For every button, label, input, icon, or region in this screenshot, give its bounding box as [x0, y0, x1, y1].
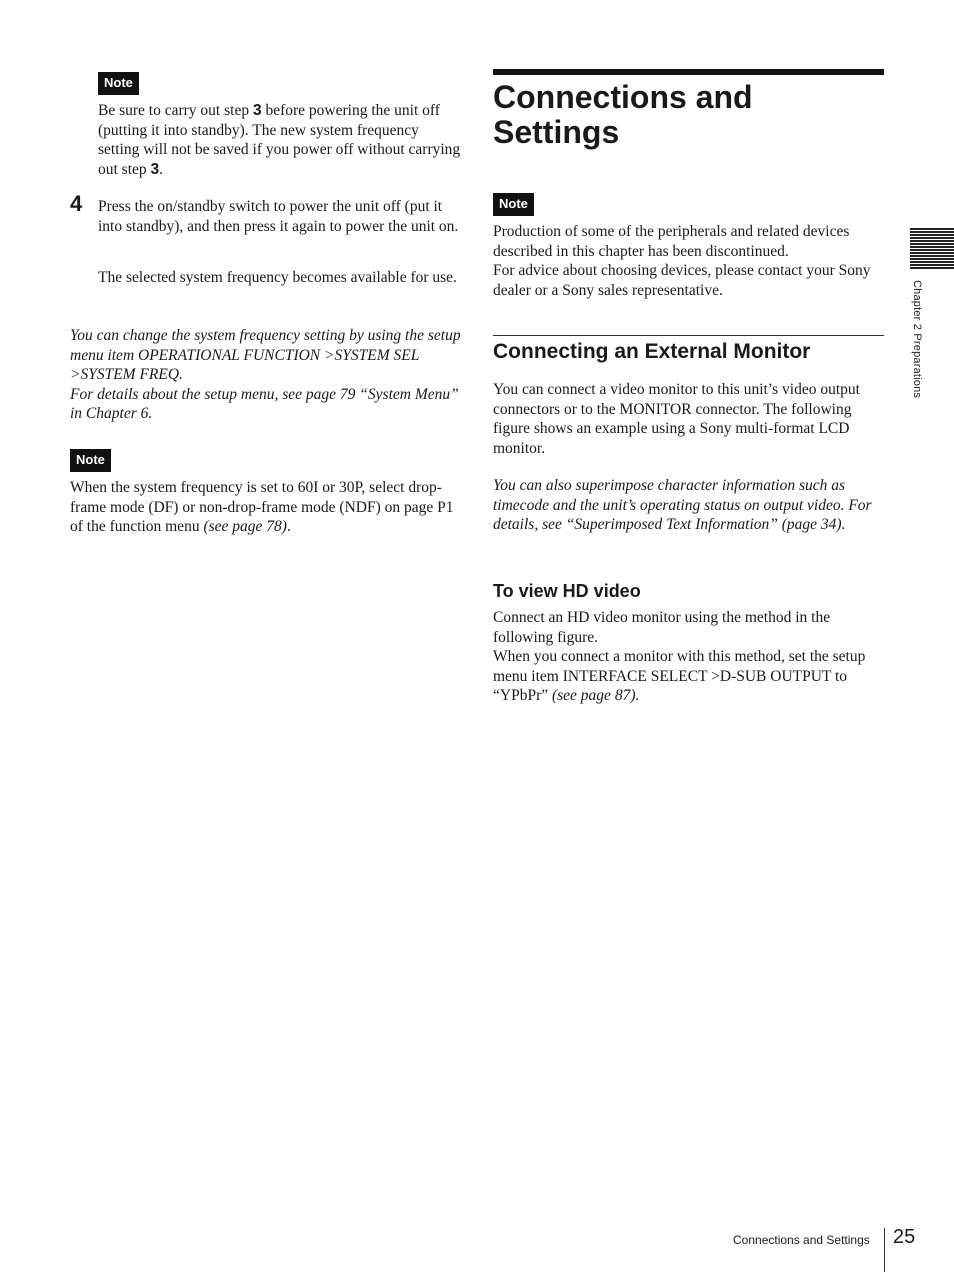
- section-heading: Connecting an External Monitor: [493, 340, 811, 363]
- sub-paragraph: [493, 608, 884, 706]
- title-rule: [493, 69, 884, 75]
- page-reference: (see page 78): [203, 518, 287, 535]
- sub-text: When you connect a monitor with this method, set the setup menu item INTERFACE SELECT >D-SUB OUTPUT to “YPbPr”: [493, 648, 866, 704]
- note-text-part: .: [159, 160, 164, 178]
- step-result: The selected system frequency becomes available for use.: [98, 269, 457, 286]
- page-title: Connections and Settings: [493, 79, 753, 150]
- section-rule: [493, 335, 884, 336]
- step-text: Press the on/standby switch to power the unit off (put it into standby), and then press it again to power the unit on.: [98, 198, 459, 235]
- page-reference: (see page 87).: [551, 687, 640, 704]
- footer-divider: [884, 1228, 885, 1272]
- sub-heading: To view HD video: [493, 581, 641, 601]
- note-line: Production of some of the peripherals and related devices described in this chapter has been discontinued.: [493, 223, 850, 260]
- italic-paragraph: [70, 326, 463, 424]
- note-text-part: Be sure to carry out step: [98, 102, 253, 119]
- note-badge: Note: [98, 72, 139, 95]
- section-italic-paragraph: You can also superimpose character information such as timecode and the unit’s operating status on output video. For details, see “Superimposed Text Information” (page 34).: [493, 477, 872, 533]
- note-line: For advice about choosing devices, please contact your Sony dealer or a Sony sales representative.: [493, 262, 871, 299]
- note-text-part: .: [286, 518, 291, 535]
- note-text-part: before powering the unit off (putting it into standby). The new system frequency setting will not be saved if you power off without carrying out step: [98, 102, 461, 178]
- step-number: 4: [70, 191, 83, 216]
- sub-line: Connect an HD video monitor using the method in the following figure.: [493, 609, 831, 646]
- italic-line: For details about the setup menu, see page 79 “System Menu” in Chapter 6.: [70, 385, 459, 422]
- step-ref: 3: [252, 102, 262, 119]
- italic-line: You can change the system frequency setting by using the setup menu item OPERATIONAL FUNCTION >SYSTEM SEL >SYSTEM FREQ.: [70, 327, 461, 383]
- section-paragraph: You can connect a video monitor to this unit’s video output connectors or to the MONITOR connector. The following figure shows an example using a Sony multi-format LCD monitor.: [493, 381, 860, 457]
- note-text: [493, 222, 884, 300]
- note-badge: Note: [70, 449, 111, 472]
- footer-section: Connections and Settings: [733, 1233, 870, 1247]
- chapter-label: Chapter 2 Preparations: [911, 280, 923, 399]
- page-number: 25: [893, 1226, 916, 1248]
- note-text: [98, 101, 463, 179]
- chapter-tab-marker: [910, 228, 954, 270]
- note-text: [70, 478, 463, 537]
- note-badge: Note: [493, 193, 534, 216]
- step-ref: 3: [150, 160, 160, 178]
- sub-line: [493, 647, 884, 706]
- note-text-part: When the system frequency is set to 60I or 30P, select drop-frame mode (DF) or non-drop-frame mode (NDF) on page P1 of the function menu: [70, 479, 454, 535]
